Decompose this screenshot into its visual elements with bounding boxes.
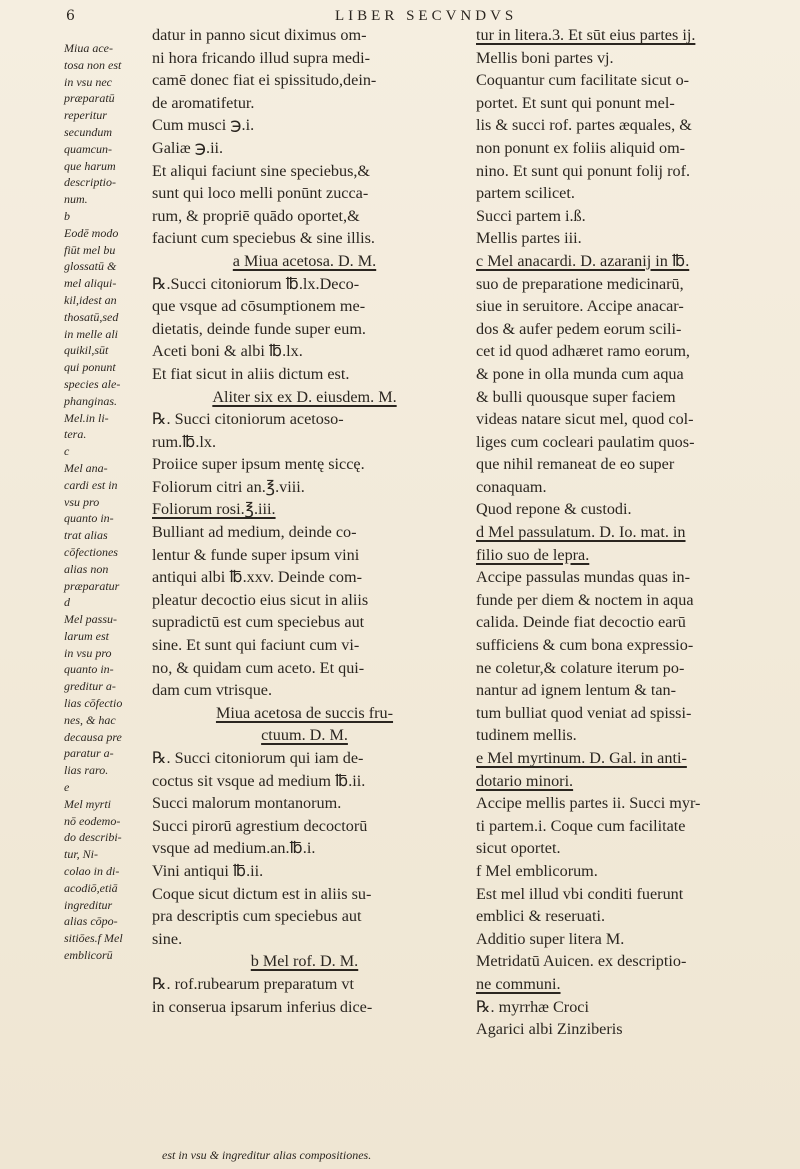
- text-line: dotario minori.: [476, 771, 574, 790]
- margin-note-line: Eodē modo: [64, 225, 119, 240]
- margin-note-line: b: [64, 208, 70, 223]
- text-line: Coquantur cum facilitate sicut o-: [476, 71, 690, 90]
- text-line: ne coletur,& colature iterum po-: [476, 658, 685, 677]
- text-line: & bulli quousque super faciem: [476, 387, 676, 406]
- text-line: d Mel passulatum. D. Io. mat. in: [476, 523, 686, 542]
- margin-note-line: e: [64, 780, 70, 795]
- text-line: emblici & reseruati.: [476, 907, 606, 926]
- text-line: Foliorum rosi.℥.iii.: [152, 500, 276, 519]
- margin-note-line: vsu pro: [64, 494, 100, 509]
- margin-note-line: trat alias: [64, 528, 108, 543]
- text-line: rum.℔.lx.: [152, 432, 217, 451]
- margin-note-line: greditur a-: [64, 679, 116, 694]
- margin-note-line: cardi est in: [64, 477, 118, 492]
- text-line: Mellis partes iii.: [476, 229, 582, 248]
- text-line: Succi malorum montanorum.: [152, 794, 342, 813]
- margin-note-line: fiūt mel bu: [64, 242, 116, 257]
- text-line: vsque ad medium.an.℔.i.: [152, 839, 316, 858]
- text-line: Succi partem i.ß.: [476, 206, 586, 225]
- margin-note-line: larum est: [64, 628, 109, 643]
- text-line: de aromatifetur.: [152, 93, 255, 112]
- margin-note-line: sitiōes.f Mel: [64, 931, 123, 946]
- text-line: Aceti boni & albi ℔.lx.: [152, 342, 303, 361]
- text-line: sicut oportet.: [476, 839, 561, 858]
- text-line: lentur & funde super ipsum vini: [152, 545, 360, 564]
- text-line: in conserua ipsarum inferius dice-: [152, 997, 373, 1016]
- margin-note-line: lias cōfectio: [64, 696, 123, 711]
- text-line: Agarici albi Zinziberis: [476, 1020, 623, 1039]
- margin-note-line: in melle ali: [64, 326, 118, 341]
- margin-note-line: Mel myrti: [64, 796, 111, 811]
- text-line: Coque sicut dictum est in aliis su-: [152, 884, 372, 903]
- text-line: que vsque ad cōsumptionem me-: [152, 297, 366, 316]
- text-line: Succi pirorū agrestium decoctorū: [152, 816, 368, 835]
- text-line: tudinem mellis.: [476, 726, 577, 745]
- margin-note-line: c: [64, 444, 70, 459]
- text-line: Proiice super ipsum mentę siccę.: [152, 455, 365, 474]
- text-line: faciunt cum speciebus & sine illis.: [152, 229, 375, 248]
- margin-note-line: præparatū: [64, 91, 115, 106]
- margin-note-line: quanto in-: [64, 662, 114, 677]
- text-line: dos & aufer pedem eorum scili-: [476, 319, 682, 338]
- margin-note-line: Mel.in li-: [64, 410, 109, 425]
- text-line: que nihil remaneat de eo super: [476, 455, 675, 474]
- margin-note-line: que harum: [64, 158, 116, 173]
- margin-note-line: Mel passu-: [64, 612, 117, 627]
- text-line: Est mel illud vbi conditi fuerunt: [476, 884, 684, 903]
- text-line: filio suo de lepra.: [476, 545, 590, 564]
- text-line: supradictū est cum speciebus aut: [152, 613, 365, 632]
- margin-note-line: phanginas.: [64, 393, 118, 408]
- margin-note-line: do describi-: [64, 830, 122, 845]
- text-line: ℞. Succi citoniorum qui iam de-: [152, 749, 364, 767]
- running-head: LIBER SECVNDVS: [335, 8, 518, 24]
- text-line: c Mel anacardi. D. azaranij in ℔.: [476, 251, 690, 270]
- text-line: camē donec fiat ei spissitudo,dein-: [152, 71, 377, 90]
- text-line: Foliorum citri an.℥.viii.: [152, 477, 305, 496]
- text-line: videas natare sicut mel, quod col-: [476, 410, 694, 429]
- text-line: siue in seruitore. Accipe anacar-: [476, 297, 684, 316]
- text-line: coctus sit vsque ad medium ℔.ii.: [152, 771, 366, 790]
- margin-note-line: Miua ace-: [64, 41, 113, 55]
- margin-note-line: qui ponunt: [64, 360, 116, 375]
- margin-note-line: tera.: [64, 427, 87, 442]
- margin-note-line: glossatū &: [64, 259, 117, 274]
- text-line: nino. Et sunt qui ponunt folij rof.: [476, 161, 691, 180]
- text-line: antiqui albi ℔.xxv. Deinde com-: [152, 568, 362, 587]
- text-line: Vini antiqui ℔.ii.: [152, 861, 264, 880]
- text-line: rum, & propriē quādo oportet,&: [152, 206, 360, 225]
- text-line: ℞. rof.rubearum preparatum vt: [152, 974, 354, 993]
- text-line: no, & quidam cum aceto. Et qui-: [152, 658, 365, 677]
- margin-note-line: kil,idest an: [64, 292, 117, 307]
- margin-note-line: nō eodemo-: [64, 813, 121, 828]
- text-line: partem scilicet.: [476, 184, 575, 203]
- margin-note-line: tur, Ni-: [64, 847, 99, 862]
- text-line: Galiæ ℈.ii.: [152, 138, 224, 157]
- text-line: datur in panno sicut diximus om-: [152, 26, 367, 44]
- text-line: Aliter six ex D. eiusdem. M.: [212, 387, 397, 406]
- margin-note-line: cōfectiones: [64, 544, 118, 559]
- text-line: tur in litera.3. Et sūt eius partes ij.: [476, 26, 696, 44]
- margin-note-line: species ale-: [64, 376, 121, 391]
- right-text-column: [476, 24, 761, 1041]
- text-line: Accipe passulas mundas quas in-: [476, 568, 690, 587]
- margin-note-line: quanto in-: [64, 511, 114, 526]
- margin-note-line: d: [64, 595, 70, 610]
- text-line: pra descriptis cum speciebus aut: [152, 907, 362, 926]
- text-line: sine. Et sunt qui faciunt cum vi-: [152, 636, 360, 655]
- margin-note-line: secundum: [64, 124, 112, 139]
- text-line: Cum musci ℈.i.: [152, 116, 255, 135]
- text-line: ctuum. D. M.: [261, 726, 348, 745]
- margin-note-line: mel aliqui-: [64, 276, 117, 291]
- text-line: ℞.Succi citoniorum ℔.lx.Deco-: [152, 274, 360, 293]
- margin-note-line: colao in di-: [64, 864, 120, 879]
- text-line: ti partem.i. Coque cum facilitate: [476, 816, 686, 835]
- text-line: ni hora fricando illud supra medi-: [152, 48, 371, 67]
- text-line: Bulliant ad medium, deinde co-: [152, 523, 357, 542]
- margin-note-line: alias cōpo-: [64, 914, 118, 929]
- text-line: e Mel myrtinum. D. Gal. in anti-: [476, 749, 687, 767]
- text-line: sufficiens & cum bona expressio-: [476, 636, 694, 655]
- text-line: a Miua acetosa. D. M.: [232, 251, 377, 270]
- margin-note-line: paratur a-: [64, 746, 114, 761]
- text-line: non ponunt ex foliis aliquid om-: [476, 138, 686, 157]
- text-line: sine.: [152, 929, 183, 948]
- text-line: cet id quod adhæret ramo eorum,: [476, 342, 690, 361]
- margin-note-line: lias raro.: [64, 763, 109, 778]
- margin-note-line: ingreditur: [64, 897, 113, 912]
- text-line: funde per diem & noctem in aqua: [476, 590, 694, 609]
- text-line: ℞. myrrhæ Croci: [476, 997, 589, 1016]
- text-line: Et aliqui faciunt sine speciebus,&: [152, 161, 371, 180]
- text-line: nantur ad ignem lentum & tan-: [476, 681, 677, 700]
- text-line: ne communi.: [476, 974, 561, 993]
- text-line: conaquam.: [476, 477, 547, 496]
- text-line: b Mel rof. D. M.: [250, 952, 359, 971]
- margin-note-line: alias non: [64, 561, 109, 576]
- text-line: dam cum vtrisque.: [152, 681, 273, 700]
- text-line: & pone in olla munda cum aqua: [476, 364, 684, 383]
- text-line: ℞. Succi citoniorum acetoso-: [152, 410, 344, 429]
- text-line: f Mel emblicorum.: [476, 861, 598, 880]
- text-line: calida. Deinde fiat decoctio earū: [476, 613, 686, 632]
- text-line: tum bulliat quod veniat ad spissi-: [476, 703, 692, 722]
- margin-note-line: Mel ana-: [64, 460, 108, 475]
- text-line: sunt qui loco melli ponūnt zucca-: [152, 184, 369, 203]
- text-line: Additio super litera M.: [476, 929, 625, 948]
- text-line: lis & succi rof. partes æquales, &: [476, 116, 692, 135]
- text-line: Mellis boni partes vj.: [476, 48, 614, 67]
- margin-note-line: quamcun-: [64, 141, 112, 156]
- left-text-column: [152, 24, 457, 1018]
- text-line: Metridatū Auicen. ex descriptio-: [476, 952, 687, 971]
- margin-note-line: acodiō,etiā: [64, 880, 118, 895]
- text-line: Et fiat sicut in aliis dictum est.: [152, 364, 350, 383]
- margin-note-line: decausa pre: [64, 729, 122, 744]
- text-line: liges cum cocleari paulatim quos-: [476, 432, 695, 451]
- text-line: Accipe mellis partes ii. Succi myr-: [476, 794, 701, 813]
- margin-note-line: in vsu nec: [64, 74, 112, 89]
- margin-note-line: quikil,sūt: [64, 343, 109, 358]
- page-signature-mark: 6: [66, 8, 75, 24]
- margin-note-line: præparatur: [64, 578, 120, 593]
- text-line: portet. Et sunt qui ponunt mel-: [476, 93, 675, 112]
- margin-note-line: tosa non est: [64, 57, 122, 72]
- margin-note-line: num.: [64, 192, 88, 207]
- margin-notes: [64, 40, 144, 964]
- text-line: Miua acetosa de succis fru-: [215, 703, 394, 722]
- margin-note-line: emblicorū: [64, 948, 113, 963]
- margin-note-line: descriptio-: [64, 175, 116, 190]
- text-line: suo de preparatione medicinarū,: [476, 274, 684, 293]
- margin-note-line: in vsu pro: [64, 645, 112, 660]
- footer-margin-continuation: est in vsu & ingreditur alias compositiones.: [162, 1148, 372, 1162]
- text-line: Quod repone & custodi.: [476, 500, 632, 519]
- text-line: pleatur decoctio eius sicut in aliis: [152, 590, 369, 609]
- margin-note-line: reperitur: [64, 108, 107, 123]
- margin-note-line: thosatū,sed: [64, 309, 119, 324]
- text-line: dietatis, deinde funde super eum.: [152, 319, 366, 338]
- margin-note-line: nes, & hac: [64, 712, 116, 727]
